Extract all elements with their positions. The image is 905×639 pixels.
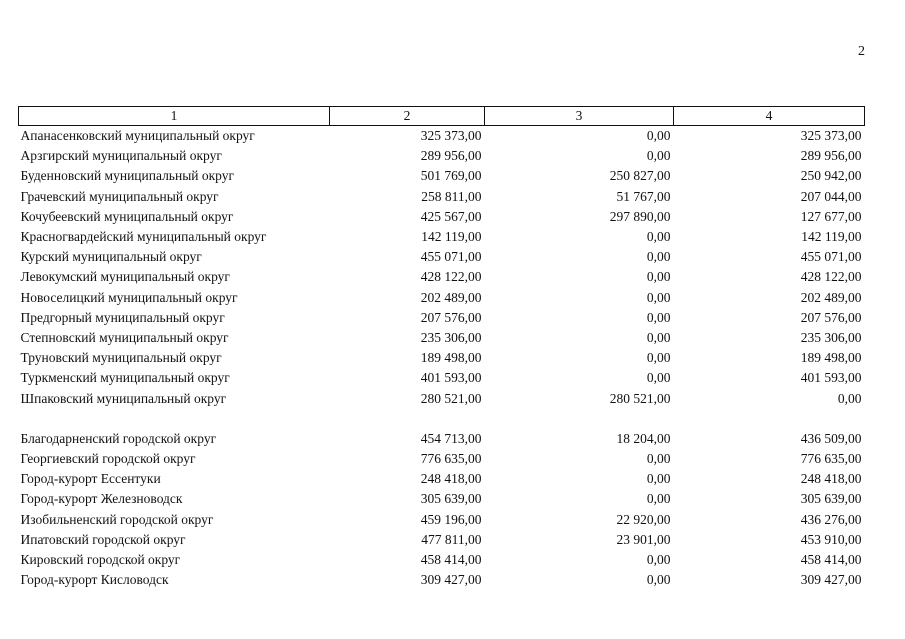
row-col2-cell: 477 811,00	[421, 531, 482, 547]
row-col2-cell: 425 567,00	[420, 208, 482, 224]
row-col2-cell: 289 956,00	[420, 148, 482, 164]
row-col3-cell: 0,00	[646, 309, 671, 325]
table-row	[19, 328, 865, 348]
row-name-cell: Грачевский муниципальный округ	[20, 188, 219, 204]
row-name-cell: Изобильненский городской округ	[20, 511, 214, 527]
row-col3-cell: 0,00	[646, 350, 671, 366]
header-col-1: 1	[19, 107, 330, 126]
row-col4-cell: 428 122,00	[800, 269, 862, 285]
table-row	[19, 449, 865, 469]
table-body	[19, 126, 865, 591]
row-col4-cell: 207 044,00	[800, 188, 862, 204]
row-col3-cell: 0,00	[646, 451, 671, 467]
row-col2-cell: 248 418,00	[420, 471, 482, 487]
row-name-cell: Город-курорт Ессентуки	[20, 471, 161, 487]
table-row	[19, 227, 865, 247]
table-row	[19, 368, 865, 388]
table-row	[19, 126, 865, 147]
row-col2-cell: 428 122,00	[420, 269, 482, 285]
page-number: 2	[858, 44, 865, 59]
row-col2-cell: 235 306,00	[420, 329, 482, 345]
row-col3-cell: 0,00	[646, 269, 671, 285]
table-row	[19, 348, 865, 368]
row-name-cell: Ипатовский городской округ	[20, 531, 186, 547]
row-col3-cell: 280 521,00	[609, 390, 671, 406]
row-col4-cell: 202 489,00	[800, 289, 862, 305]
row-col3-cell: 0,00	[646, 329, 671, 345]
row-col4-cell: 325 373,00	[800, 128, 862, 144]
row-col2-cell: 142 119,00	[421, 229, 482, 245]
table-header	[19, 107, 865, 126]
table-row	[19, 187, 865, 207]
row-name-cell: Шпаковский муниципальный округ	[20, 390, 227, 406]
spacer-cell	[19, 409, 865, 429]
row-col3-cell: 0,00	[646, 552, 671, 568]
row-col3-cell: 0,00	[646, 289, 671, 305]
table-row	[19, 207, 865, 227]
row-col4-cell: 455 071,00	[800, 249, 862, 265]
header-col-2: 2	[330, 107, 485, 126]
row-col2-cell: 776 635,00	[420, 451, 482, 467]
row-col2-cell: 207 576,00	[420, 309, 482, 325]
row-name-cell: Новоселицкий муниципальный округ	[20, 289, 238, 305]
row-col4-cell: 436 276,00	[800, 511, 862, 527]
row-col4-cell: 436 509,00	[800, 430, 862, 446]
row-col2-cell: 309 427,00	[420, 572, 482, 588]
row-col2-cell: 458 414,00	[420, 552, 482, 568]
row-col2-cell: 501 769,00	[420, 168, 482, 184]
row-col4-cell: 453 910,00	[800, 531, 862, 547]
row-col2-cell: 258 811,00	[421, 188, 482, 204]
row-col3-cell: 51 767,00	[616, 188, 671, 204]
header-col-4: 4	[674, 107, 865, 126]
row-col4-cell: 776 635,00	[800, 451, 862, 467]
header-col-3: 3	[485, 107, 674, 126]
row-col3-cell: 0,00	[646, 370, 671, 386]
row-col4-cell: 248 418,00	[800, 471, 862, 487]
row-col2-cell: 455 071,00	[420, 249, 482, 265]
row-name-cell: Арзгирский муниципальный округ	[20, 148, 222, 164]
row-col3-cell: 0,00	[646, 148, 671, 164]
table-row	[19, 146, 865, 166]
group-spacer-row	[19, 409, 865, 429]
row-name-cell: Город-курорт Железноводск	[20, 491, 183, 507]
row-name-cell: Кировский городской округ	[20, 552, 181, 568]
row-col4-cell: 142 119,00	[801, 229, 862, 245]
row-name-cell: Город-курорт Кисловодск	[20, 572, 169, 588]
table-row	[19, 308, 865, 328]
row-col4-cell: 127 677,00	[800, 208, 862, 224]
table-row	[19, 388, 865, 408]
table-row	[19, 247, 865, 267]
table-row	[19, 570, 865, 590]
row-name-cell: Курский муниципальный округ	[20, 249, 202, 265]
row-col4-cell: 309 427,00	[800, 572, 862, 588]
table-row	[19, 166, 865, 186]
table-row	[19, 469, 865, 489]
row-name-cell: Туркменский муниципальный округ	[20, 370, 230, 386]
row-col3-cell: 0,00	[646, 249, 671, 265]
table-row	[19, 550, 865, 570]
row-col4-cell: 305 639,00	[800, 491, 862, 507]
table-row	[19, 288, 865, 308]
data-table	[18, 106, 865, 590]
row-col4-cell: 289 956,00	[800, 148, 862, 164]
row-col4-cell: 235 306,00	[800, 329, 862, 345]
row-name-cell: Красногвардейский муниципальный округ	[20, 229, 267, 245]
row-col3-cell: 297 890,00	[609, 208, 671, 224]
row-col2-cell: 202 489,00	[420, 289, 482, 305]
table-row	[19, 530, 865, 550]
row-col3-cell: 0,00	[646, 491, 671, 507]
row-name-cell: Предгорный муниципальный округ	[20, 309, 225, 325]
row-col4-cell: 0,00	[837, 390, 862, 406]
table-row	[19, 489, 865, 509]
row-name-cell: Благодарненский городской округ	[20, 430, 217, 446]
row-col2-cell: 280 521,00	[420, 390, 482, 406]
table-row	[19, 429, 865, 449]
table-row	[19, 267, 865, 287]
row-col4-cell: 250 942,00	[800, 168, 862, 184]
row-col2-cell: 459 196,00	[420, 511, 482, 527]
row-col3-cell: 0,00	[646, 572, 671, 588]
header-row	[19, 107, 865, 126]
row-name-cell: Георгиевский городской округ	[20, 451, 196, 467]
row-name-cell: Степновский муниципальный округ	[20, 329, 229, 345]
row-col3-cell: 0,00	[646, 128, 671, 144]
row-col2-cell: 305 639,00	[420, 491, 482, 507]
row-name-cell: Левокумский муниципальный округ	[20, 269, 230, 285]
row-col4-cell: 189 498,00	[800, 350, 862, 366]
row-col3-cell: 250 827,00	[609, 168, 671, 184]
row-col4-cell: 458 414,00	[800, 552, 862, 568]
row-col2-cell: 401 593,00	[420, 370, 482, 386]
row-name-cell: Буденновский муниципальный округ	[20, 168, 235, 184]
row-col2-cell: 454 713,00	[420, 430, 482, 446]
row-col3-cell: 0,00	[646, 229, 671, 245]
row-col4-cell: 207 576,00	[800, 309, 862, 325]
row-name-cell: Апанасенковский муниципальный округ	[20, 128, 255, 144]
row-col2-cell: 189 498,00	[420, 350, 482, 366]
row-col3-cell: 0,00	[646, 471, 671, 487]
row-col3-cell: 23 901,00	[616, 531, 671, 547]
row-col2-cell: 325 373,00	[420, 128, 482, 144]
row-col3-cell: 22 920,00	[616, 511, 671, 527]
row-name-cell: Труновский муниципальный округ	[20, 350, 222, 366]
table-row	[19, 510, 865, 530]
row-col4-cell: 401 593,00	[800, 370, 862, 386]
row-col3-cell: 18 204,00	[616, 430, 671, 446]
row-name-cell: Кочубеевский муниципальный округ	[20, 208, 234, 224]
